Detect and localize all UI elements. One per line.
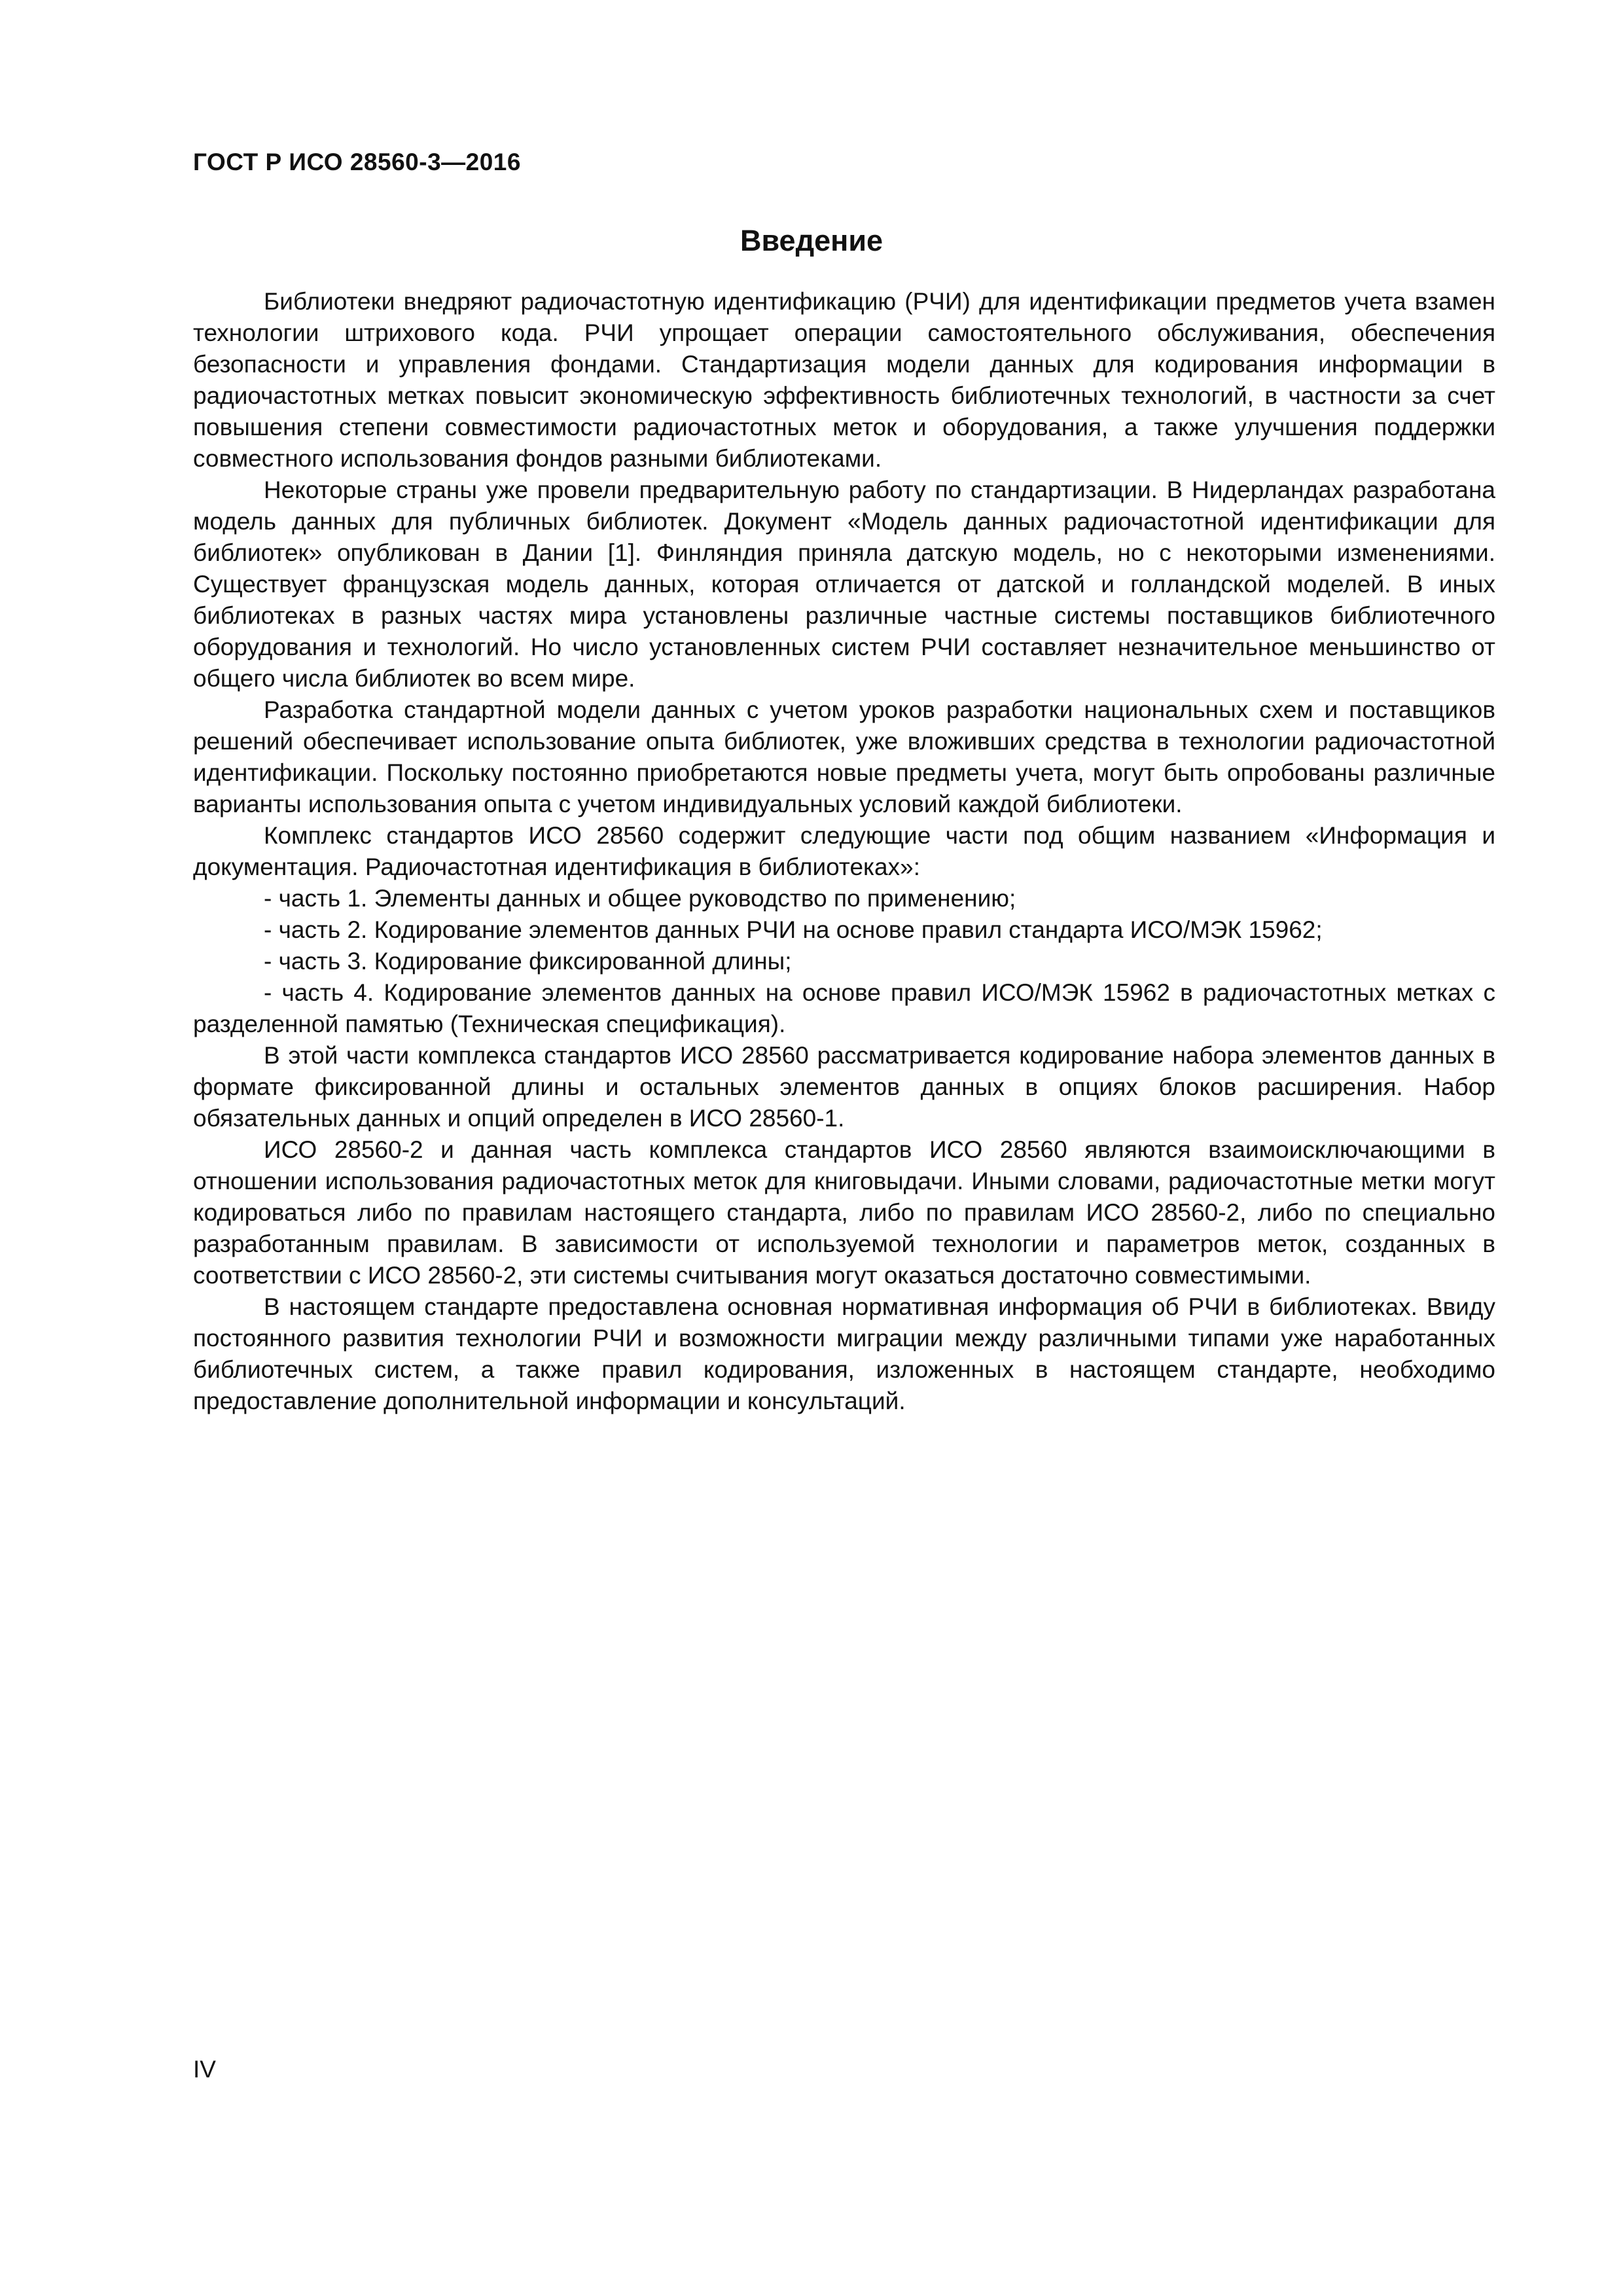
paragraph: Разработка стандартной модели данных с учетом уроков разработки национальных схем и поставщиков решений обеспечивает использование опыта библиотек, уже вложивших средства в технологии радиочастотной идентификации. Поскольку постоянно приобретаются новые предметы учета, могут быть опробованы различные варианты использования опыта с учетом индивидуальных условий каждой библиотеки. bbox=[193, 696, 1495, 817]
document-header-standard-id: ГОСТ Р ИСО 28560-3—2016 bbox=[193, 149, 521, 175]
list-item: - часть 4. Кодирование элементов данных на основе правил ИСО/МЭК 15962 в радиочастотных метках с разделенной памятью (Техническая спецификация). bbox=[193, 979, 1495, 1037]
paragraph: ИСО 28560-2 и данная часть комплекса стандартов ИСО 28560 являются взаимоисключающими в отношении использования радиочастотных меток для книговыдачи. Иными словами, радиочастотные метки могут кодироваться либо по правилам настоящего стандарта, либо по правилам ИСО 28560-2, либо по специально разработанным правилам. В зависимости от используемой технологии и параметров меток, созданных в соответствии с ИСО 28560-2, эти системы считывания могут оказаться достаточно совместимыми. bbox=[193, 1136, 1495, 1289]
document-body bbox=[193, 286, 1495, 1417]
list-item: - часть 2. Кодирование элементов данных РЧИ на основе правил стандарта ИСО/МЭК 15962; bbox=[264, 916, 1323, 943]
paragraph: Некоторые страны уже провели предварительную работу по стандартизации. В Нидерландах разработана модель данных для публичных библиотек. Документ «Модель данных радиочастотной идентификации для библиотек» опубликован в Дании [1]. Финляндия приняла датскую модель, но с некоторыми изменениями. Существует французская модель данных, которая отличается от датской и голландской моделей. В иных библиотеках в разных частях мира установлены различные частные системы поставщиков библиотечного оборудования и технологий. Но число установленных систем РЧИ составляет незначительное меньшинство от общего числа библиотек во всем мире. bbox=[193, 476, 1495, 692]
paragraph: В этой части комплекса стандартов ИСО 28560 рассматривается кодирование набора элементов данных в формате фиксированной длины и остальных элементов данных в опциях блоков расширения. Набор обязательных данных и опций определен в ИСО 28560-1. bbox=[193, 1042, 1495, 1132]
paragraph: Библиотеки внедряют радиочастотную идентификацию (РЧИ) для идентификации предметов учета взамен технологии штрихового кода. РЧИ упрощает операции самостоятельного обслуживания, обеспечения безопасности и управления фондами. Стандартизация модели данных для кодирования информации в радиочастотных метках повысит экономическую эффективность библиотечных технологий, в частности за счет повышения степени совместимости радиочастотных меток и оборудования, а также улучшения поддержки совместного использования фондов разными библиотеками. bbox=[193, 288, 1495, 472]
section-title: Введение bbox=[740, 224, 883, 257]
list-item: - часть 3. Кодирование фиксированной длины; bbox=[264, 948, 792, 975]
list-item: - часть 1. Элементы данных и общее руководство по применению; bbox=[264, 885, 1016, 912]
paragraph: В настоящем стандарте предоставлена основная нормативная информация об РЧИ в библиотеках. Ввиду постоянного развития технологии РЧИ и возможности миграции между различными типами уже наработанных библиотечных систем, а также правил кодирования, изложенных в настоящем стандарте, необходимо предоставление дополнительной информации и консультаций. bbox=[193, 1293, 1495, 1414]
paragraph: Комплекс стандартов ИСО 28560 содержит следующие части под общим названием «Информация и документация. Радиочастотная идентификация в библиотеках»: bbox=[193, 822, 1495, 880]
page-number: IV bbox=[193, 2056, 216, 2083]
